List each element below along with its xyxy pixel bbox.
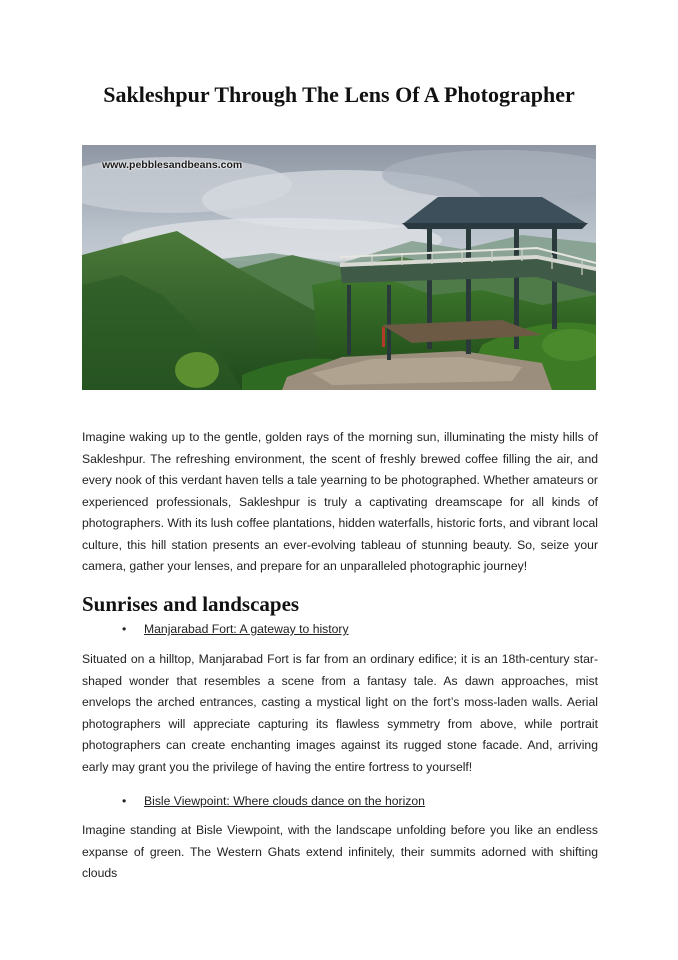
list-item: [122, 622, 349, 636]
page-title: Sakleshpur Through The Lens Of A Photographer: [103, 82, 575, 107]
intro-paragraph: Imagine waking up to the gentle, golden rays of the morning sun, illuminating the misty hills of Sakleshpur. The refreshing environment, the scent of freshly brewed coffee filling the air, and every nook of this verdant haven tells a tale yearning to be photographed. Whether amateurs or experienced professionals, Sakleshpur is truly a captivating dreamscape for all kinds of photographers. With its lush coffee plantations, hidden waterfalls, historic forts, and vibrant local culture, this hill station presents an ever-evolving tableau of stunning beauty. So, seize your camera, gather your lenses, and prepare for an unparalleled photographic journey!: [82, 430, 598, 573]
list-item: [122, 794, 425, 808]
bullet-icon: •: [122, 794, 127, 808]
section-heading: Sunrises and landscapes: [82, 592, 300, 616]
image-watermark: www.pebblesandbeans.com: [102, 159, 243, 171]
bisle-viewpoint-link[interactable]: Bisle Viewpoint: Where clouds dance on the horizon: [144, 794, 425, 808]
bisle-paragraph: Imagine standing at Bisle Viewpoint, with the landscape unfolding before you like an endless expanse of green. The Western Ghats extend infinitely, their summits adorned with shifting clouds: [82, 823, 598, 880]
hero-image: [82, 145, 596, 390]
manjarabad-paragraph: Situated on a hilltop, Manjarabad Fort is far from an ordinary edifice; it is an 18th-century star-shaped wonder that resembles a scene from a fantasy tale. As dawn approaches, mist envelops the arched entrances, casting a mystical light on the fort’s moss-laden walls. Aerial photographers will appreciate capturing its flawless symmetry from above, while portrait photographers can create enchanting images against its rugged stone facade. And, arriving early may grant you the privilege of having the entire fortress to yourself!: [82, 652, 598, 774]
bullet-icon: •: [122, 622, 127, 636]
manjarabad-fort-link[interactable]: Manjarabad Fort: A gateway to history: [144, 622, 349, 636]
